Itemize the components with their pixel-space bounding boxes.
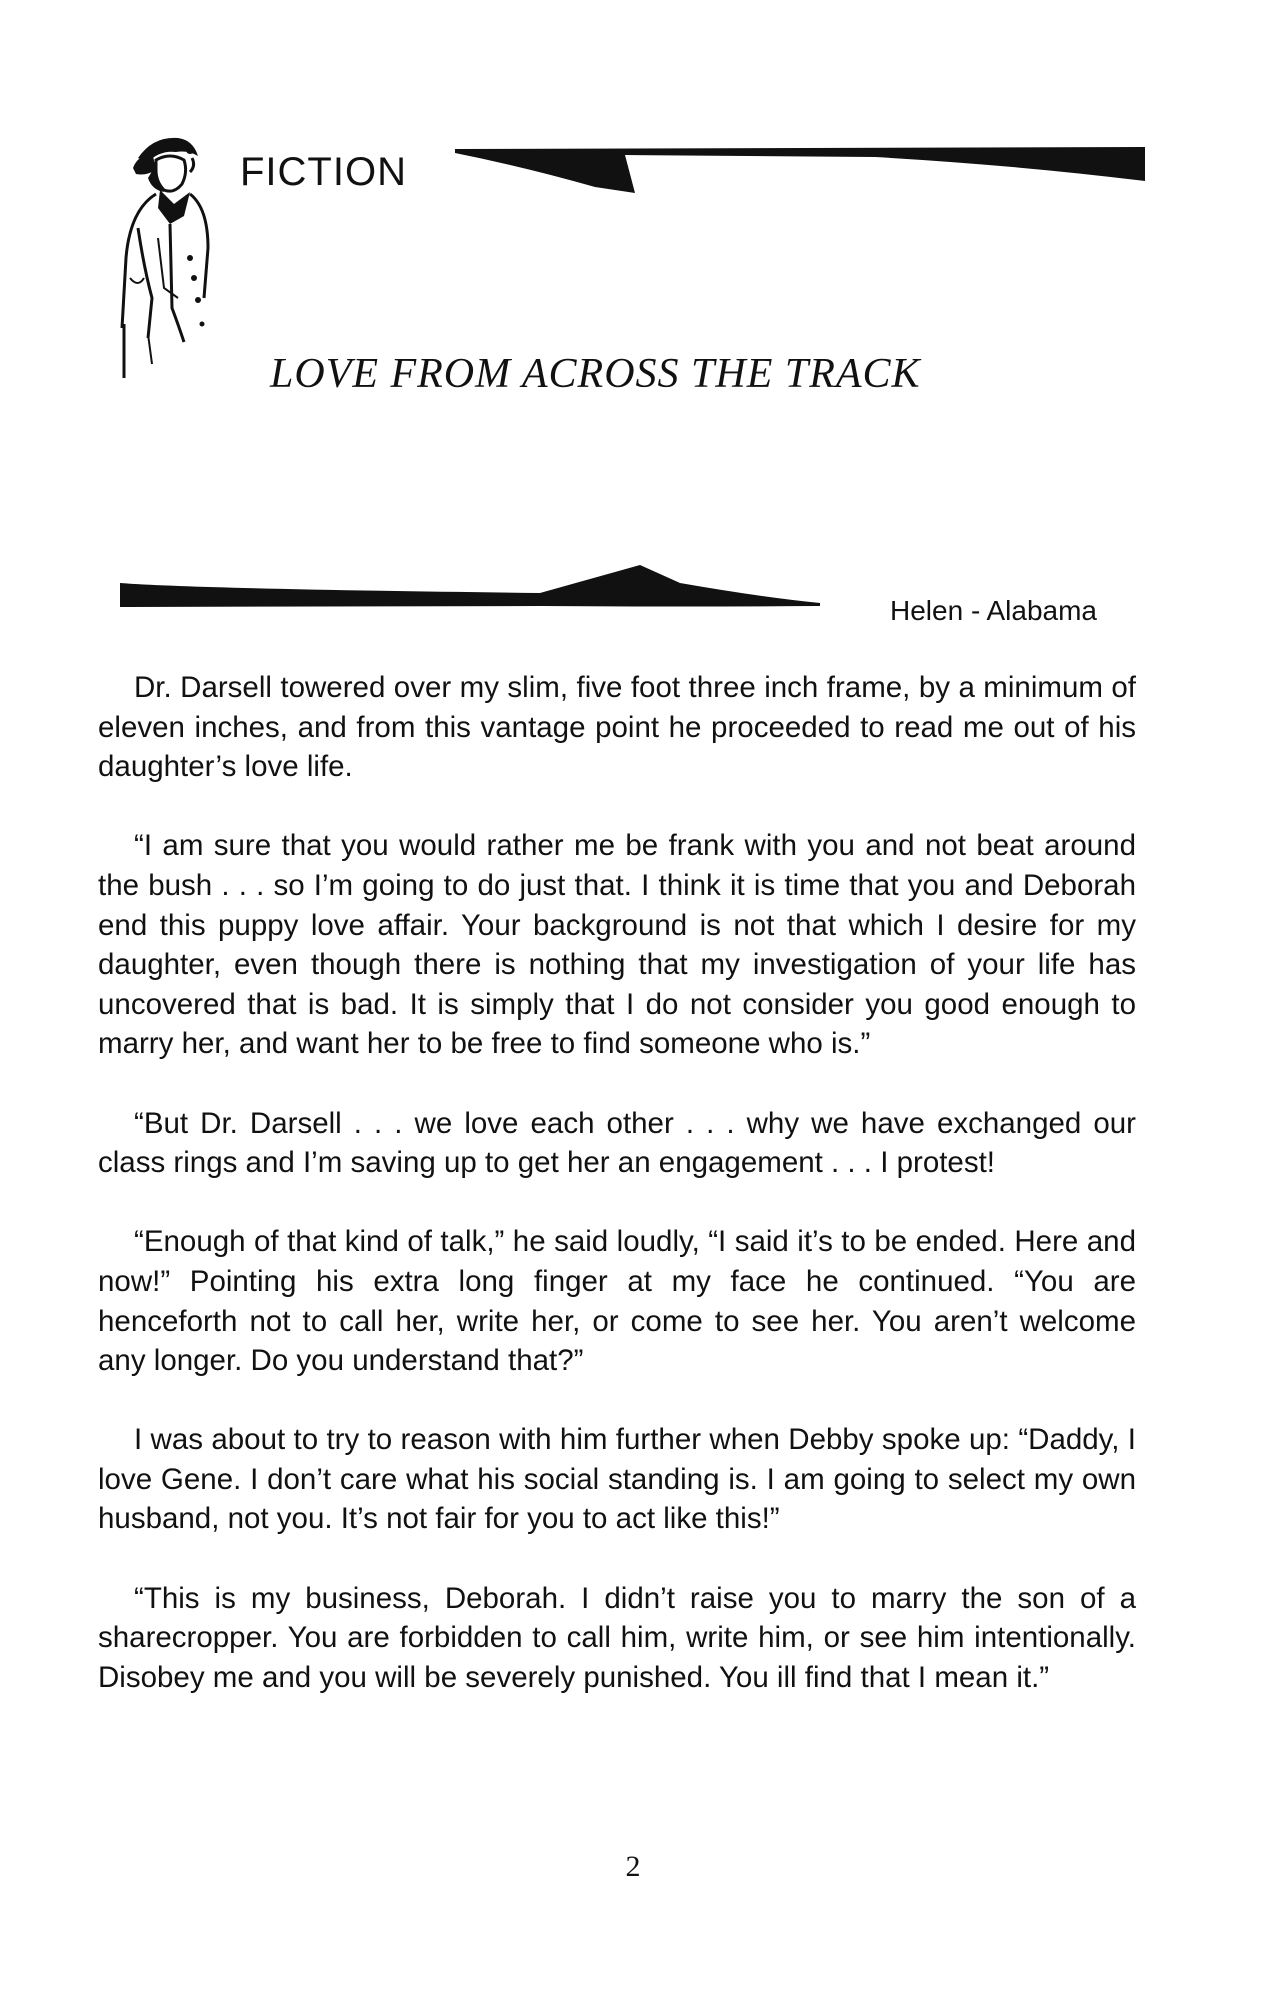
woman-in-coat-illustration [108, 128, 248, 388]
byline: Helen - Alabama [890, 595, 1098, 626]
story-paragraph: “But Dr. Darsell . . . we love each other . . . why we have exchanged our class rings and I’m saving up to get her an engagement . . . I protest! [98, 1106, 1136, 1180]
story-paragraph: “Enough of that kind of talk,” he said loudly, “I said it’s to be ended. Here and now!” Pointing his extra long finger at my face he continued. “You are henceforth not to call her, write her, or come to see her. You aren’t welcome any longer. Do you understand that?” [98, 1225, 1136, 1378]
story-body [98, 668, 1136, 1737]
page-number: 2 [625, 1850, 641, 1883]
story-paragraph: I was about to try to reason with him further when Debby spoke up: “Daddy, I love Gene. I don’t care what his social standing is. I am going to select my own husband, not you. It’s not fair for you to act like this!” [98, 1423, 1136, 1536]
section-label: FICTION [240, 150, 407, 194]
story-paragraph: Dr. Darsell towered over my slim, five foot three inch frame, by a minimum of eleven inches, and from this vantage point he proceeded to read me out of his daughter’s love life. [98, 671, 1136, 784]
story-paragraph: “This is my business, Deborah. I didn’t raise you to marry the son of a sharecropper. You are forbidden to call him, write him, or see him intentionally. Disobey me and you will be severely punished. You ill find that I mean it.” [98, 1581, 1136, 1694]
story-title: LOVE FROM ACROSS THE TRACK [270, 351, 921, 397]
bottom-decorative-rule [120, 565, 820, 617]
story-paragraph: “I am sure that you would rather me be frank with you and not beat around the bush . . . so I’m going to do just that. I think it is time that you and Deborah end this puppy love affair. Your background is not that which I desire for my daughter, even though there is nothing that my investigation of your life has uncovered that is bad. It is simply that I do not consider you good enough to marry her, and want her to be free to find someone who is.” [98, 829, 1136, 1061]
top-decorative-rule [455, 143, 1145, 193]
